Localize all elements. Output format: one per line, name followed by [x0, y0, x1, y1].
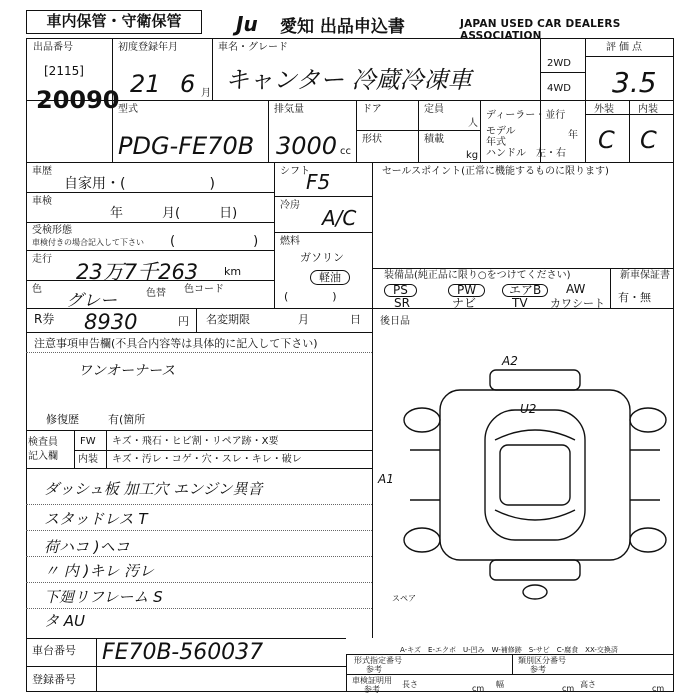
- diagram-mark-a1: A1: [378, 472, 394, 486]
- recycle-label: R券: [34, 312, 55, 326]
- association-name: JAPAN USED CAR DEALERS ASSOCIATION: [460, 18, 621, 42]
- equip-ps: PS: [384, 284, 417, 297]
- height-cm: cm: [652, 684, 665, 693]
- aircon-label: 冷房: [280, 200, 300, 211]
- type-value: PDG-FE70B: [118, 132, 255, 160]
- equip-navi: ナビ: [452, 296, 477, 310]
- displacement-label: 排気量: [274, 104, 304, 115]
- length-label: 長さ: [402, 680, 418, 689]
- note-line-1: ワンオーナース: [78, 363, 176, 379]
- ext-value: C: [598, 126, 615, 154]
- equip-seat: カワシート: [550, 297, 605, 310]
- name-value: キャンター 冷蔵冷凍車: [225, 66, 472, 94]
- name-change-month: 月: [298, 313, 309, 326]
- chassis-label: 車台番号: [32, 644, 76, 657]
- int-label: 内装: [638, 104, 658, 115]
- width-label: 幅: [496, 680, 504, 689]
- inspection-value: 年 月( 日): [110, 206, 238, 221]
- lot-number: 20090: [36, 86, 120, 114]
- drive-2wd: 2WD: [547, 58, 571, 69]
- color-change-label: 色替: [146, 288, 166, 299]
- capacity-label: 定員: [424, 104, 444, 115]
- later-items-label: 後日品: [380, 316, 410, 327]
- chassis-value: FE70B-560037: [102, 640, 264, 665]
- cert-label: 車検証明用: [352, 676, 392, 685]
- cert-ref-label: 参考: [364, 685, 380, 694]
- color-code-label: 色コード: [184, 284, 224, 295]
- first-reg-label: 初度登録年月: [118, 42, 178, 53]
- fuel-paren: ( ): [284, 290, 337, 303]
- model-year-label: モデル 年式: [486, 126, 516, 148]
- equipment-label: 装備品(純正品に限り○をつけてください): [384, 270, 571, 281]
- equip-pw: PW: [448, 284, 485, 297]
- inspection-label: 車検: [32, 196, 52, 207]
- class-ref-label: 参考: [530, 665, 546, 674]
- interior-items: キズ・汚レ・コゲ・穴・スレ・キレ・破レ: [112, 454, 302, 465]
- inspector-label: 検査員 記入欄: [28, 437, 58, 462]
- diagram-mark-u2: U2: [520, 402, 537, 416]
- fuel-gasoline: ガソリン: [300, 251, 344, 264]
- fuel-diesel: 軽油: [310, 270, 350, 285]
- cc-unit: cc: [340, 146, 351, 157]
- person-unit: 人: [468, 118, 478, 129]
- fw-label: FW: [80, 436, 96, 447]
- reg-year: 21: [130, 70, 161, 98]
- warranty-label: 新車保証書: [620, 270, 670, 281]
- sales-point-label: セールスポイント(正常に機能するものに限ります): [382, 166, 609, 177]
- kg-unit: kg: [466, 150, 479, 161]
- notes-label: 注意事項申告欄(不具合内容等は具体的に記入して下さい): [34, 337, 318, 350]
- shape-label: 形状: [362, 134, 382, 145]
- drive-4wd: 4WD: [547, 83, 571, 94]
- storage-title: 車内保管・守衛保管: [26, 10, 202, 34]
- handwritten-note-4: 〃 内 )キレ 汚レ: [44, 562, 155, 580]
- aircon-value: A/C: [322, 206, 357, 230]
- km-unit: km: [224, 265, 242, 278]
- year-unit: 年: [568, 130, 578, 141]
- color-value: グレー: [66, 291, 117, 311]
- receipt-paren: ( ): [170, 234, 259, 249]
- equip-airbag: エアB: [502, 284, 548, 297]
- shift-label: シフト: [280, 166, 310, 177]
- lot-bracket: [2115]: [44, 64, 84, 78]
- height-label: 高さ: [580, 680, 596, 689]
- recycle-value: 8930: [84, 310, 138, 334]
- spare-label: スペア: [392, 594, 416, 603]
- equip-tv: TV: [512, 296, 528, 310]
- handwritten-note-6: タ AU: [44, 612, 86, 630]
- use-value: 自家用・( ): [64, 176, 215, 192]
- displacement-value: 3000: [276, 132, 338, 160]
- repair-value: 有(箇所: [108, 413, 146, 426]
- warranty-value: 有・無: [618, 291, 651, 304]
- handwritten-note-3: 荷ハコ )ヘコ: [44, 538, 130, 556]
- name-label: 車名・グレード: [218, 42, 288, 53]
- mileage-label: 走行: [32, 254, 52, 265]
- ext-label: 外装: [594, 104, 614, 115]
- score-value: 3.5: [612, 66, 657, 99]
- vehicle-damage-diagram: [400, 350, 670, 600]
- handwritten-note-5: 下廻リフレーム S: [44, 588, 163, 606]
- reg-no-label: 登録番号: [32, 673, 76, 686]
- shift-value: F5: [306, 170, 331, 194]
- damage-legend: A-キズ E-エクボ U-凹み W-補修跡 S-サビ C-腐食 XX-交換済: [400, 646, 618, 654]
- handle-label: ハンドル 左・右: [486, 148, 566, 159]
- form-title: 愛知 出品申込書: [280, 17, 405, 37]
- color-label: 色: [32, 284, 42, 295]
- lot-label: 出品番号: [33, 42, 73, 53]
- mileage-value: 23万7千263: [76, 260, 199, 284]
- dealer-label: ディーラー・並行: [486, 110, 566, 121]
- weight-label: 積載: [424, 134, 444, 145]
- class-number-label: 類別区分番号: [518, 656, 566, 665]
- name-change-label: 名変期限: [206, 313, 250, 326]
- equip-sr: SR: [394, 296, 410, 310]
- ju-logo: Ju: [236, 12, 258, 36]
- equip-aw: AW: [566, 282, 586, 296]
- length-cm: cm: [472, 684, 485, 693]
- name-change-day: 日: [350, 313, 361, 326]
- form-number-label: 形式指定番号: [354, 656, 402, 665]
- fw-items: キズ・飛石・ヒビ割・リペア跡・X要: [112, 436, 279, 447]
- door-label: ドア: [362, 104, 382, 115]
- repair-label: 修復歴: [46, 413, 79, 426]
- score-label: 評価点: [606, 42, 645, 53]
- month-unit: 月: [201, 88, 211, 99]
- use-label: 車歴: [32, 166, 52, 177]
- receipt-sub: 車検付きの場合記入して下さい: [32, 238, 144, 247]
- handwritten-note-1: ダッシュ板 加工穴 エンジン異音: [44, 480, 263, 498]
- int-value: C: [640, 126, 657, 154]
- diagram-mark-a2: A2: [502, 354, 518, 368]
- interior-label: 内装: [78, 454, 98, 465]
- type-label: 型式: [118, 104, 138, 115]
- handwritten-note-2: スタッドレス T: [44, 510, 148, 528]
- width-cm: cm: [562, 684, 575, 693]
- reg-month: 6: [180, 70, 196, 98]
- yen-unit: 円: [178, 315, 189, 328]
- receipt-label: 受検形態: [32, 225, 72, 236]
- form-ref-label: 参考: [366, 665, 382, 674]
- fuel-label: 燃料: [280, 236, 300, 247]
